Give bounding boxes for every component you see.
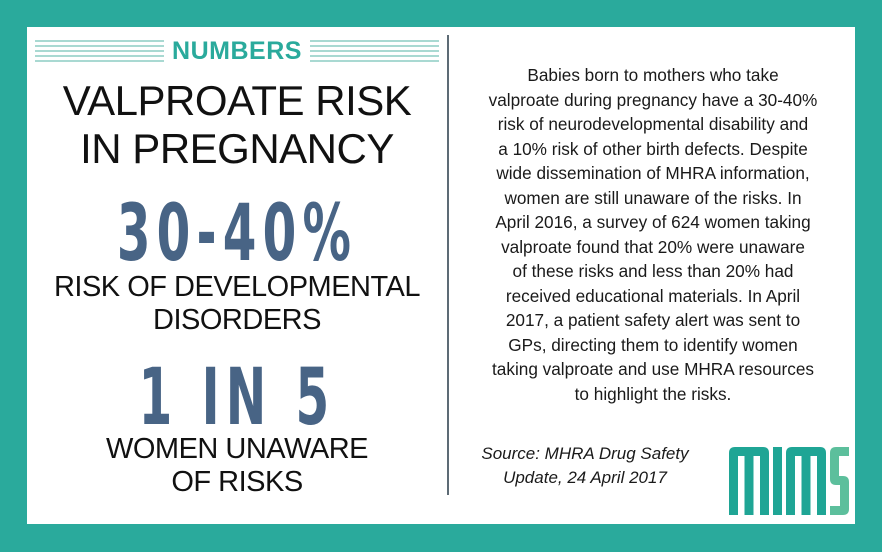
body-line: risk of neurodevelopmental disability and	[497, 114, 809, 134]
stat-label-line: DISORDERS	[153, 304, 321, 336]
infographic-panel	[27, 27, 855, 524]
body-line: women are still unaware of the risks. In	[504, 187, 802, 208]
stats-column	[27, 27, 447, 524]
body-line: valproate found that 20% were unaware	[501, 236, 805, 257]
body-line: April 2016, a survey of 624 women taking	[495, 212, 811, 232]
body-line: taking valproate and use MHRA resources	[492, 359, 814, 379]
source-line: Update, 24 April 2017	[503, 468, 667, 487]
body-line: received educational materials. In April	[505, 285, 801, 306]
page-title	[27, 77, 447, 173]
stat-label-line: RISK OF DEVELOPMENTAL	[53, 271, 421, 303]
stat-label-risk	[27, 271, 447, 337]
text-column	[451, 27, 855, 524]
body-line: to highlight the risks.	[574, 383, 732, 404]
decorative-rules-left	[35, 40, 164, 62]
column-divider	[447, 35, 449, 495]
body-line: wide dissemination of MHRA information,	[496, 163, 810, 183]
body-paragraph	[457, 63, 849, 406]
title-line-2: IN PREGNANCY	[80, 125, 394, 172]
stat-value-risk: 30-40%	[116, 189, 358, 279]
section-label: NUMBERS	[172, 37, 302, 65]
stat-label-unaware	[27, 433, 447, 499]
source-citation	[451, 442, 719, 490]
body-line: of these risks and less than 20% had	[512, 261, 794, 281]
stat-value-unaware: 1 IN 5	[138, 353, 336, 443]
stat-label-line: OF RISKS	[171, 466, 303, 498]
body-line: 2017, a patient safety alert was sent to	[505, 310, 801, 330]
section-header	[35, 37, 439, 65]
stat-label-line: WOMEN UNAWARE	[105, 433, 368, 465]
body-line: a 10% risk of other birth defects. Despite	[498, 138, 808, 159]
source-line: Source: MHRA Drug Safety	[481, 444, 689, 463]
mims-logo-icon	[729, 447, 849, 515]
decorative-rules-right	[310, 40, 439, 62]
body-line: valproate during pregnancy have a 30-40%	[488, 89, 818, 110]
title-line-1: VALPROATE RISK	[62, 77, 412, 124]
body-line: Babies born to mothers who take	[527, 65, 779, 85]
body-line: GPs, directing them to identify women	[508, 334, 798, 355]
